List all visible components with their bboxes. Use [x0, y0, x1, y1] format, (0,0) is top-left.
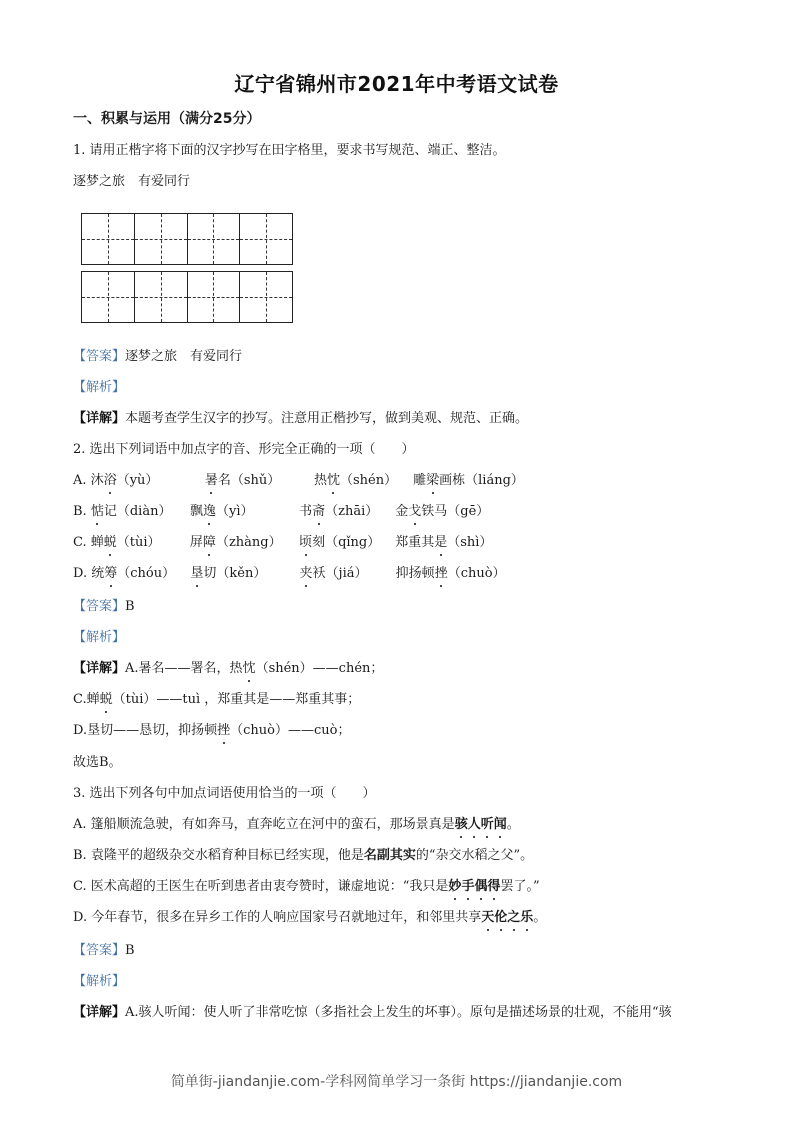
q3-option-b: B. 袁隆平的超级杂交水稻育种目标已经实现，他是名副其实的“杂交水稻之父”。 [73, 848, 534, 863]
dotted-char: 忱 [242, 661, 256, 676]
option-item: 飘逸（yì） [189, 504, 254, 519]
dotted-phrase: 骇人听闻 [454, 817, 507, 832]
detail-tag: 【详解】 [73, 411, 126, 426]
tianzige-cell [188, 214, 241, 264]
dotted-char: 戈 [408, 504, 422, 519]
option-label: A. [73, 473, 87, 488]
option-item: 沐浴（yù） [90, 473, 159, 488]
tianzige-cell [82, 272, 135, 322]
q3-stem: 3. 选出下列各句中加点词语使用恰当的一项（ ） [73, 786, 376, 801]
tianzige-grid-row-2 [81, 271, 293, 323]
q3-option-d: D. 今年春节，很多在异乡工作的人响应国家号召就地过年，和邻里共享天伦之乐。 [73, 910, 547, 925]
option-item: 金戈铁马（gē） [395, 504, 490, 519]
tianzige-cell [135, 272, 188, 322]
q3-option-c: C. 医术高超的王医生在听到患者由衷夸赞时，谦虚地说：“我只是妙手偶得罢了。” [73, 879, 540, 894]
q1-analysis [73, 379, 125, 397]
dotted-char: 挫 [217, 723, 231, 738]
tianzige-cell [82, 214, 135, 264]
dotted-char: 逸 [202, 504, 216, 519]
page-title: 辽宁省锦州市2021年中考语文试卷 [234, 72, 559, 96]
option-item: 抑扬顿挫（chuò） [395, 566, 506, 581]
q1-stem: 1. 请用正楷字将下面的汉字抄写在田字格里，要求书写规范、端正、整洁。 [73, 143, 506, 158]
tianzige-cell [188, 272, 241, 322]
dotted-char: 蜕 [99, 692, 113, 707]
q3-option-a: A. 篷船顺流急驶，有如奔马，直奔屹立在河中的蛮石，那场景真是骇人听闻。 [73, 817, 520, 832]
option-item: 热忱（shén） [313, 473, 398, 488]
detail-tag: 【详解】 [73, 1005, 126, 1020]
dotted-char: 蜕 [103, 535, 117, 550]
tianzige-grid-row-1 [81, 213, 293, 265]
dotted-char: 是 [434, 535, 448, 550]
q2-analysis [73, 629, 125, 647]
tianzige-cell [135, 214, 188, 264]
answer-text: B [125, 599, 135, 614]
dotted-char: 浴 [103, 473, 117, 488]
answer-text: B [125, 943, 135, 958]
option-label: B. [73, 504, 87, 519]
detail-text: A.骇人听闻：使人听了非常吃惊（多指社会上发生的坏事）。原句是描述场景的壮观，不能用“骇 [125, 1005, 672, 1020]
option-item: 夹袄（jiá） [299, 566, 368, 581]
option-item: 屏障（zhàng） [189, 535, 282, 550]
q2-option-a [73, 472, 524, 490]
q2-detail-line-2: C.蝉蜕（tùi）——tuì ，郑重其是——郑重其事； [73, 692, 361, 707]
option-item: 蝉蜕（tùi） [90, 535, 161, 550]
option-item: 书斋（zhāi） [299, 504, 379, 519]
q2-conclusion: 故选B。 [73, 755, 122, 770]
tianzige-cell [240, 214, 292, 264]
dotted-char: 忱 [326, 473, 340, 488]
option-label: D. [73, 566, 88, 581]
analysis-tag: 【解析】 [73, 630, 126, 645]
analysis-tag: 【解析】 [73, 380, 126, 395]
q2-stem: 2. 选出下列词语中加点字的音、形完全正确的一项（ ） [73, 442, 415, 457]
dotted-char: 顷 [299, 535, 313, 550]
section-heading: 一、积累与运用（满分25分） [73, 111, 261, 127]
q1-detail [73, 410, 528, 428]
q2-detail-line-3: D.垦切——恳切，抑扬顿挫（chuò）——cuò； [73, 723, 351, 738]
q1-answer [73, 348, 242, 366]
option-item: 顷刻（qǐng） [299, 535, 381, 550]
tianzige-cell [240, 272, 292, 322]
option-item: 统筹（chóu） [91, 566, 176, 581]
q1-text: 逐梦之旅 有爱同行 [73, 174, 191, 189]
dotted-char: 障 [202, 535, 216, 550]
detail-tag: 【详解】 [73, 661, 126, 676]
q2-option-b [73, 503, 489, 521]
answer-tag: 【答案】 [73, 943, 126, 958]
dotted-char: 垦 [190, 566, 204, 581]
option-item: 雕梁画栋（liáng） [413, 473, 524, 488]
answer-tag: 【答案】 [73, 599, 126, 614]
dotted-char: 暑 [204, 473, 218, 488]
option-item: 郑重其是（shì） [395, 535, 493, 550]
q3-answer [73, 942, 135, 960]
q3-analysis [73, 973, 125, 991]
q2-answer [73, 598, 135, 616]
bold-phrase: 名副其实 [363, 848, 416, 863]
dotted-char: 梁 [426, 473, 440, 488]
dotted-char: 挫 [434, 566, 448, 581]
dotted-char: 夹 [299, 566, 313, 581]
q2-option-d [73, 565, 506, 583]
option-item: 惦记（diàn） [90, 504, 172, 519]
dotted-phrase: 天伦之乐 [481, 910, 534, 925]
answer-text: 逐梦之旅 有爱同行 [125, 349, 243, 364]
option-label: C. [73, 535, 87, 550]
option-item: 暑名（shǔ） [204, 473, 281, 488]
detail-text: 本题考查学生汉字的抄写。注意用正楷抄写，做到美观、规范、正确。 [125, 411, 529, 426]
option-item: 垦切（kěn） [190, 566, 267, 581]
answer-tag: 【答案】 [73, 349, 126, 364]
dotted-phrase: 妙手偶得 [448, 879, 501, 894]
dotted-char: 筹 [104, 566, 118, 581]
q2-detail-line-1: 【详解】A.暑名——署名，热忱（shén）——chén； [73, 661, 384, 676]
dotted-char: 斋 [312, 504, 326, 519]
q3-detail [73, 1004, 672, 1022]
dotted-char: 惦 [90, 504, 104, 519]
analysis-tag: 【解析】 [73, 974, 126, 989]
q2-option-c [73, 534, 492, 552]
footer-watermark: 简单街-jiandanjie.com-学科网简单学习一条街 https://jiandanjie.com [170, 1074, 623, 1090]
